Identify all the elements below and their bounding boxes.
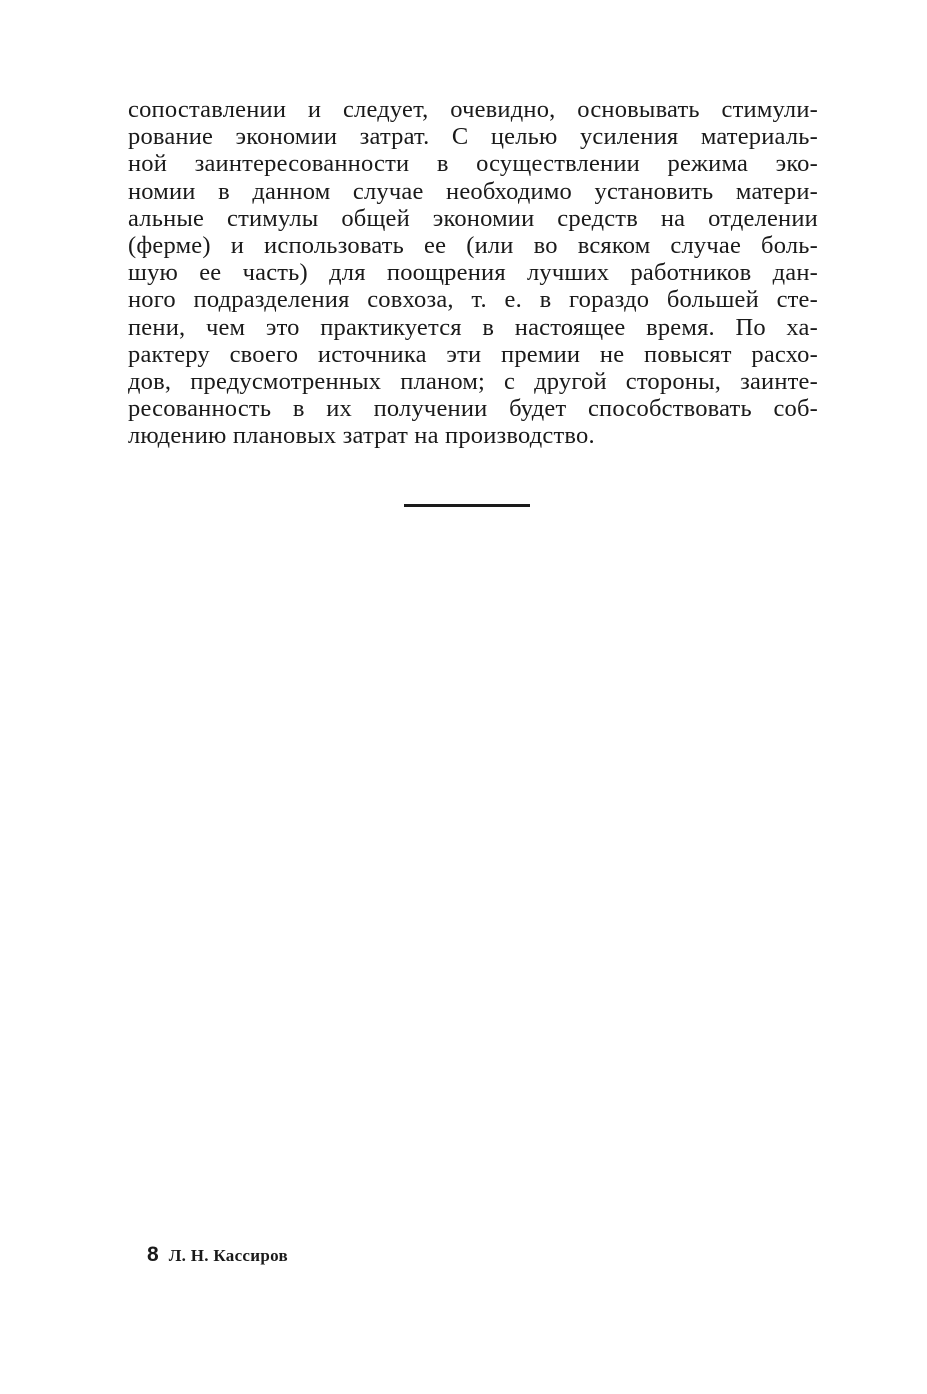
text-line: ного подразделения совхоза, т. е. в гораздо большей сте-: [128, 286, 818, 314]
signature-number: 8: [147, 1243, 159, 1266]
signature-author: Л. Н. Кассиров: [168, 1246, 288, 1265]
text-line: дов, предусмотренных планом; с другой стороны, заинте-: [128, 367, 818, 395]
body-paragraph: [128, 96, 818, 449]
text-line: шую ее часть) для поощрения лучших работников дан-: [128, 259, 818, 287]
text-line: ресованность в их получении будет способствовать соб-: [128, 395, 818, 423]
text-line: сопоставлении и следует, очевидно, основывать стимули-: [128, 96, 818, 123]
section-end-rule: [404, 504, 530, 507]
text-line: (ферме) и использовать ее (или во всяком случае боль-: [128, 231, 818, 259]
text-line: рование экономии затрат. С целью усиления материаль-: [128, 123, 818, 151]
text-line: альные стимулы общей экономии средств на отделении: [128, 204, 818, 232]
text-line: рактеру своего источника эти премии не повысят расхо-: [128, 340, 818, 368]
text-line: пени, чем это практикуется в настоящее время. По ха-: [128, 313, 818, 341]
signature-footer: [147, 1243, 288, 1271]
text-line: людению плановых затрат на производство.: [128, 422, 595, 450]
text-line: номии в данном случае необходимо установить матери-: [128, 177, 818, 205]
text-line: ной заинтересованности в осуществлении режима эко-: [128, 150, 818, 178]
